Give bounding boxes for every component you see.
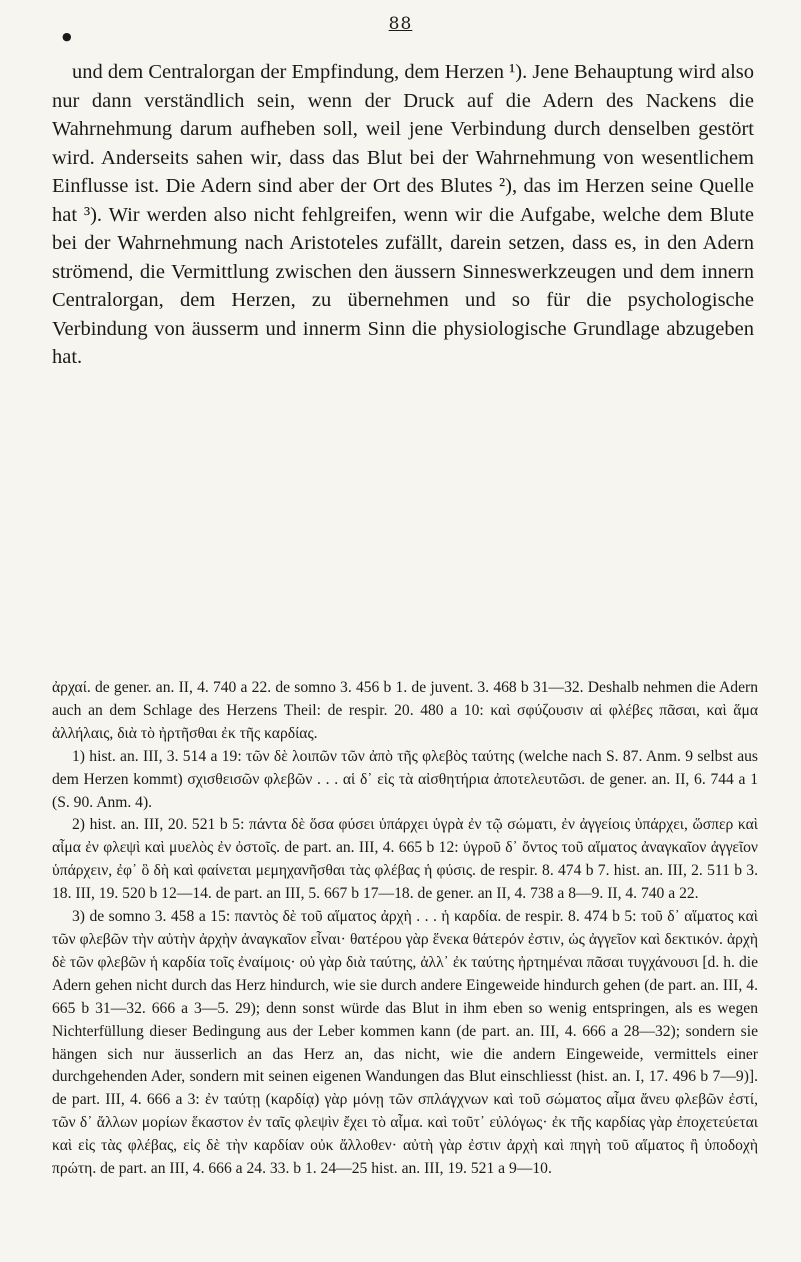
footnote-3: 3) de somno 3. 458 a 15: παντὸς δὲ τοῦ αἵματος ἀρχὴ . . . ἡ καρδία. de respir. 8. 474 b 5: τοῦ δ᾽ αἵματος καὶ τῶν φλεβῶν τὴν αὐτὴν ἀρχὴν ἀναγκαῖον εἶναι· θατέρου γὰρ ἕνεκα θάτερόν ἐστιν, ὡς ἀγγεῖον καὶ δεκτικόν. ἀρχὴ δὲ τῶν φλεβῶν ἡ καρδία τοῖς ἐναίμοις· οὐ γὰρ διὰ ταύτης, ἀλλ᾽ ἐκ ταύτης ἠρτημέναι πᾶσαι τυγχάνουσι [d. h. die Adern gehen nicht durch das Herz hindurch, wie sie durch andere Eingeweide hindurch gehen (de part. an. III, 4. 665 b 31—32. 666 a 3—5. 29); denn sonst würde das Blut in ihm eben so wenig entspringen, als es wegen Nichterfüllung dieser Bedingung aus der Leber kommen kann (de part. an. III, 4. 666 a 28—32); sondern sie hängen sich nur äusserlich an das Herz an, das nicht, wie die andern Eingeweide, vermittels einer durchgehenden Ader, sondern mit seinen eigenen Wandungen das Blut einschliesst (hist. an. I, 17. 496 b 7—9)]. de part. III, 4. 666 a 3: ἐν ταύτῃ (καρδίᾳ) γὰρ μόνῃ τῶν σπλάγχνων καὶ τοῦ σώματος αἷμα ἄνευ φλεβῶν ἐστί, τῶν δ᾽ ἄλλων μορίων ἕκαστον ἐν ταῖς φλεψὶν ἔχει τὸ αἷμα. καὶ τοῦτ᾽ εὐλόγως· ἐκ τῆς καρδίας γὰρ ἐποχετεύεται καὶ εἰς τὰς φλέβας, εἰς δὲ τὴν καρδίαν οὐκ ἄλλοθεν· αὐτὴ γὰρ ἐστιν ἀρχὴ καὶ πηγὴ τοῦ αἵματος ἢ ὑποδοχὴ πρώτη. de part. an III, 4. 666 a 24. 33. b 1. 24—25 hist. an. III, 19. 521 a 9—10.	[52, 908, 758, 1178]
main-paragraph: und dem Centralorgan der Empfindung, dem Herzen ¹). Jene Behauptung wird also nur dann verständlich sein, wenn der Druck auf die Adern des Nackens die Wahrnehmung darum aufheben soll, weil jene Verbindung durch denselben gestört wird. Anderseits sahen wir, dass das Blut bei der Wahrnehmung von wesentlichem Einflusse ist. Die Adern sind aber der Ort des Blutes ²), das im Herzen seine Quelle hat ³). Wir werden also nicht fehlgreifen, wenn wir die Aufgabe, welche dem Blute bei der Wahrnehmung nach Aristoteles zufällt, darein setzen, dass es, in den Adern strömend, die Vermittlung zwischen den äussern Sinneswerkzeugen und dem innern Centralorgan, dem Herzen, zu übernehmen und so für die psychologische Verbindung von äusserm und innerm Sinn die physiologische Grundlage abzugeben hat.	[52, 61, 754, 368]
footnote-2: 2) hist. an. III, 20. 521 b 5: πάντα δὲ ὅσα φύσει ὑπάρχει ὑγρὰ ἐν τῷ σώματι, ἐν ἀγγείοις ὑπάρχει, ὥσπερ καὶ αἷμα ἐν φλεψὶ καὶ μυελὸς ἐν ὀστοῖς. de part. an. III, 4. 665 b 12: ὑγροῦ δ᾽ ὄντος τοῦ αἵματος ἀναγκαῖον ἀγγεῖον ὑπάρχειν, ἐφ᾽ ὃ δὴ καὶ φαίνεται μεμηχανῆσθαι τὰς φλέβας ἡ φύσις. de respir. 8. 474 b 7. hist. an. III, 2. 511 b 3. 18. III, 19. 520 b 12—14. de part. an III, 5. 667 b 17—18. de gener. an II, 4. 738 a 8—9. II, 4. 740 a 22.	[52, 816, 758, 903]
main-text-block	[52, 58, 754, 372]
footnote-1: 1) hist. an. III, 3. 514 a 19: τῶν δὲ λοιπῶν τῶν ἀπὸ τῆς φλεβὸς ταύτης (welche nach S. 87. Anm. 9 selbst aus dem Herzen kommt) σχισθεισῶν φλεβῶν . . . αἱ δ᾽ εἰς τὰ αἰσθητήρια ἀποτελευτῶσι. de gener. an. II, 6. 744 a 1 (S. 90. Anm. 4).	[52, 747, 758, 811]
footnotes	[52, 677, 758, 1181]
corner-mark: ●	[62, 30, 72, 43]
footnote-continuation: ἀρχαί. de gener. an. II, 4. 740 a 22. de somno 3. 456 b 1. de juvent. 3. 468 b 31—32. Deshalb nehmen die Adern auch an dem Schlage des Herzens Theil: de respir. 20. 480 a 10: καὶ σφύζουσιν αἱ φλέβες πᾶσαι, καὶ ἅμα ἀλλήλαις, διὰ τὸ ἠρτῆσθαι ἐκ τῆς καρδίας.	[52, 679, 758, 742]
page-number: 88	[388, 14, 413, 34]
